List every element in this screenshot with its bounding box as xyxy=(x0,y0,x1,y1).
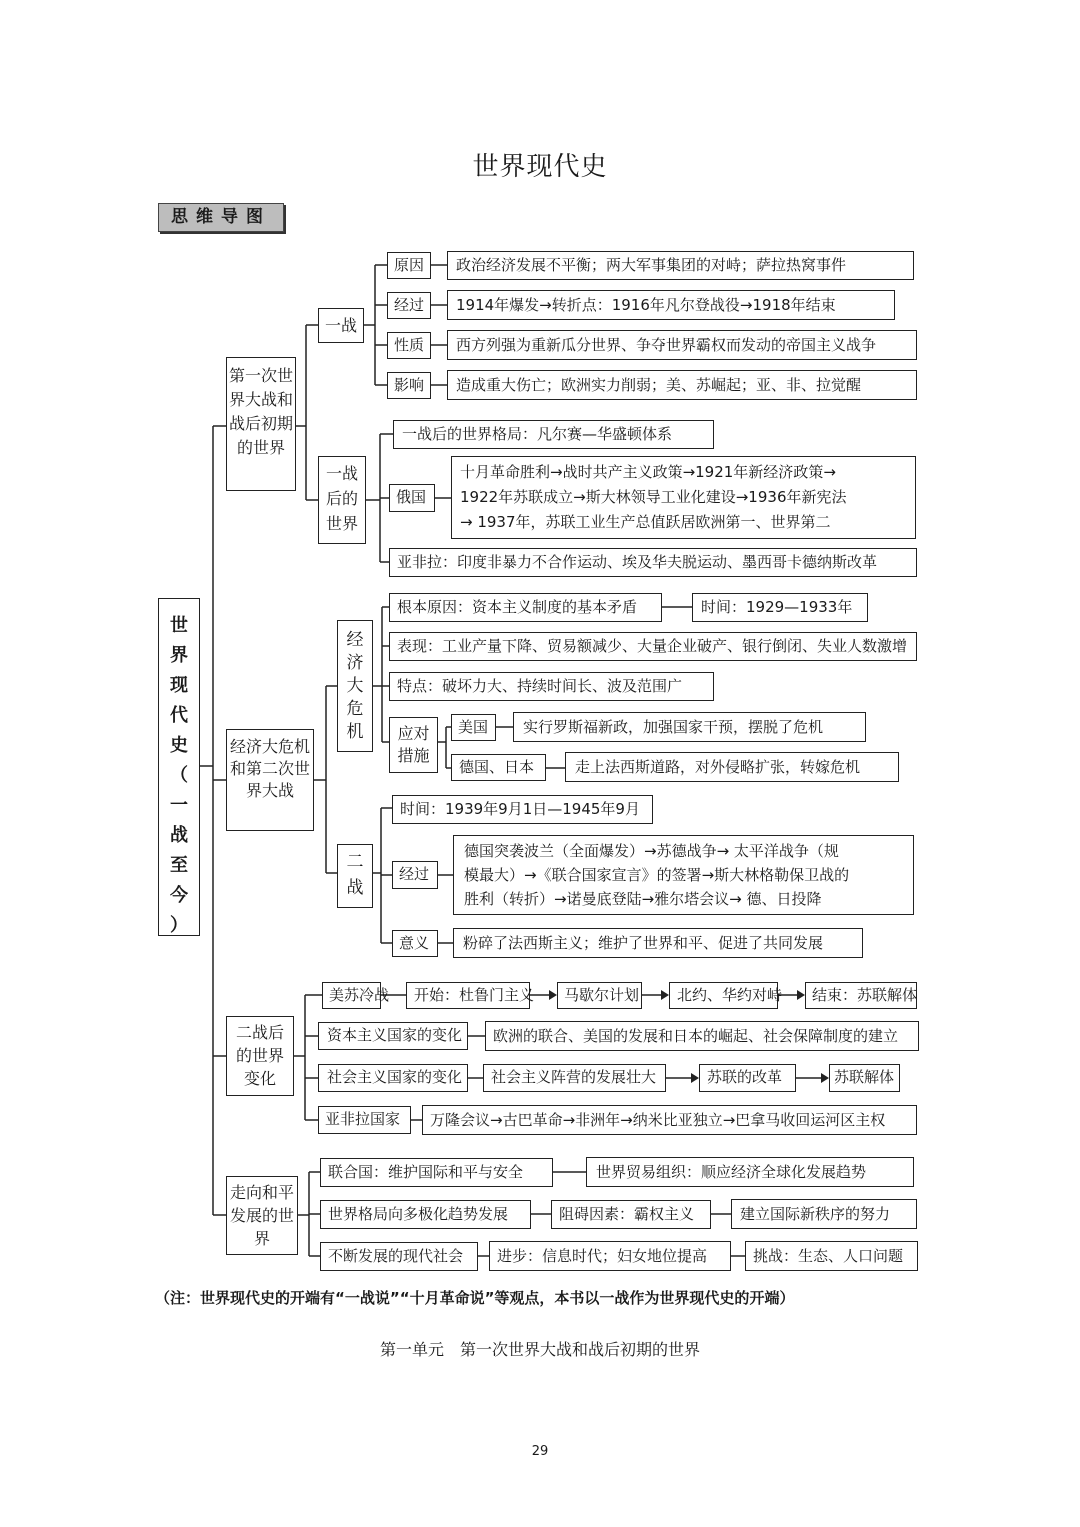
crisis-char: 经 xyxy=(346,630,364,650)
content-root-cause: 根本原因：资本主义制度的基本矛盾 xyxy=(389,593,662,622)
node-ww2 xyxy=(337,844,373,908)
socialist-step: 苏联的改革 xyxy=(699,1064,796,1092)
content-usa: 实行罗斯福新政，加强国家干预，摆脱了危机 xyxy=(513,712,866,742)
content-afro-asia-countries: 万隆会议→古巴革命→非洲年→纳米比亚独立→巴拿马收回运河区主权 xyxy=(422,1105,917,1135)
ww2-course-line: 模最大）→《联合国家宣言》的签署→斯大林格勒保卫战的 xyxy=(464,866,850,884)
content-new-order: 建立国际新秩序的努力 xyxy=(731,1199,917,1229)
branch-peace: 走向和平发展的世界 xyxy=(226,1176,298,1255)
label-course: 经过 xyxy=(387,292,431,319)
russia-line: → 1937年，苏联工业生产总值跃居欧洲第一、世界第二 xyxy=(460,513,831,531)
crisis-char: 大 xyxy=(346,676,364,696)
branch-ww1: 第一次世界大战和战后初期的世界 xyxy=(226,357,296,491)
content-russia xyxy=(451,456,916,539)
content-progress: 进步：信息时代；妇女地位提高 xyxy=(489,1241,731,1271)
cold-war-step: 马歇尔计划 xyxy=(557,982,642,1009)
root-char: 一 xyxy=(170,795,188,816)
content-ger-jp: 走上法西斯道路，对外侵略扩张，转嫁危机 xyxy=(565,752,899,782)
label-afro-asia-countries: 亚非拉国家 xyxy=(318,1106,411,1134)
label-cold-war: 美苏冷战 xyxy=(322,982,381,1009)
crisis-char: 机 xyxy=(346,722,364,742)
page-title: 世界现代史 xyxy=(472,152,608,182)
root-char: 今 xyxy=(170,885,188,906)
root-char: 界 xyxy=(170,645,188,666)
branch-crisis-ww2: 经济大危机和第二次世界大战 xyxy=(226,729,314,831)
root-char: 至 xyxy=(170,855,188,876)
cold-war-step: 北约、华约对峙 xyxy=(669,982,778,1009)
label-usa: 美国 xyxy=(451,714,496,741)
ww2-char: 战 xyxy=(346,878,364,898)
unit-title: 第一单元 第一次世界大战和战后初期的世界 xyxy=(379,1340,700,1359)
content-cause: 政治经济发展不平衡；两大军事集团的对峙；萨拉热窝事件 xyxy=(447,251,914,280)
label-measures: 应对措施 xyxy=(389,717,438,773)
russia-line: 1922年苏联成立→斯大林领导工业化建设→1936年新宪法 xyxy=(460,488,847,506)
content-multipolar: 世界格局向多极化趋势发展 xyxy=(320,1200,531,1229)
content-afro-asia-postwar: 亚非拉：印度非暴力不合作运动、埃及华夫脱运动、墨西哥卡德纳斯改革 xyxy=(389,548,917,577)
content-postwar-order: 一战后的世界格局：凡尔赛—华盛顿体系 xyxy=(393,420,714,449)
ww2-course-line: 胜利（转折）→诺曼底登陆→雅尔塔会议→ 德、日投降 xyxy=(464,890,822,908)
content-obstacle: 阻碍因素：霸权主义 xyxy=(551,1200,711,1229)
label-ww2-course: 经过 xyxy=(392,861,438,889)
branch-postwar-changes: 二战后的世界变化 xyxy=(226,1016,294,1096)
label-russia: 俄国 xyxy=(389,484,435,512)
root-char: 世 xyxy=(170,615,188,636)
root-char: ） xyxy=(170,915,188,936)
page-number: 29 xyxy=(531,1444,549,1459)
root-node xyxy=(158,598,200,936)
label-ger-jp: 德国、日本 xyxy=(451,754,546,781)
content-ww2-time: 时间：1939年9月1日—1945年9月 xyxy=(392,795,653,824)
content-ww2-course xyxy=(453,835,914,915)
content-crisis-time: 时间：1929—1933年 xyxy=(692,593,868,622)
crisis-char: 危 xyxy=(346,699,364,719)
content-challenge: 挑战：生态、人口问题 xyxy=(745,1241,918,1271)
socialist-step: 社会主义阵营的发展壮大 xyxy=(483,1064,666,1092)
ww2-course-line: 德国突袭波兰（全面爆发）→苏德战争→ 太平洋战争（规 xyxy=(464,842,839,860)
russia-line: 十月革命胜利→战时共产主义政策→1921年新经济政策→ xyxy=(460,463,836,481)
content-impact: 造成重大伤亡；欧洲实力削弱；美、苏崛起；亚、非、拉觉醒 xyxy=(447,370,917,400)
mind-map-badge: 思维导图 xyxy=(158,203,284,232)
content-features: 特点：破坏力大、持续时间长、波及范围广 xyxy=(389,672,714,701)
cold-war-step: 开始：杜鲁门主义 xyxy=(406,982,530,1009)
content-capitalist-change: 欧洲的联合、美国的发展和日本的崛起、社会保障制度的建立 xyxy=(485,1021,919,1051)
content-un: 联合国：维护国际和平与安全 xyxy=(320,1158,553,1187)
node-ww1-war: 一战 xyxy=(318,308,364,343)
label-capitalist-change: 资本主义国家的变化 xyxy=(318,1022,468,1050)
content-nature: 西方列强为重新瓜分世界、争夺世界霸权而发动的帝国主义战争 xyxy=(447,330,917,360)
label-ww2-meaning: 意义 xyxy=(392,930,438,957)
content-ww2-meaning: 粉碎了法西斯主义；维护了世界和平、促进了共同发展 xyxy=(453,928,863,958)
label-socialist-change: 社会主义国家的变化 xyxy=(318,1064,468,1092)
crisis-char: 济 xyxy=(346,653,364,673)
node-ww1-postwar: 一战后的世界 xyxy=(318,456,366,544)
label-cause: 原因 xyxy=(387,252,431,279)
root-char: 史 xyxy=(170,735,188,756)
content-modern-society: 不断发展的现代社会 xyxy=(320,1242,478,1271)
root-char: 战 xyxy=(170,825,188,846)
node-economic-crisis xyxy=(337,620,373,752)
root-char: （ xyxy=(170,765,188,786)
label-impact: 影响 xyxy=(387,372,431,399)
content-symptoms: 表现：工业产量下降、贸易额减少、大量企业破产、银行倒闭、失业人数激增 xyxy=(389,632,917,661)
content-course: 1914年爆发→转折点：1916年凡尔登战役→1918年结束 xyxy=(447,290,895,320)
socialist-step: 苏联解体 xyxy=(829,1064,900,1092)
label-nature: 性质 xyxy=(387,332,431,359)
ww2-char: 二 xyxy=(346,852,364,872)
footnote: （注：世界现代史的开端有“一战说”“十月革命说”等观点，本书以一战作为世界现代史的开端） xyxy=(155,1289,795,1307)
root-char: 代 xyxy=(170,705,188,726)
cold-war-step: 结束：苏联解体 xyxy=(805,982,917,1009)
root-char: 现 xyxy=(170,675,188,696)
content-wto: 世界贸易组织：顺应经济全球化发展趋势 xyxy=(586,1157,914,1187)
